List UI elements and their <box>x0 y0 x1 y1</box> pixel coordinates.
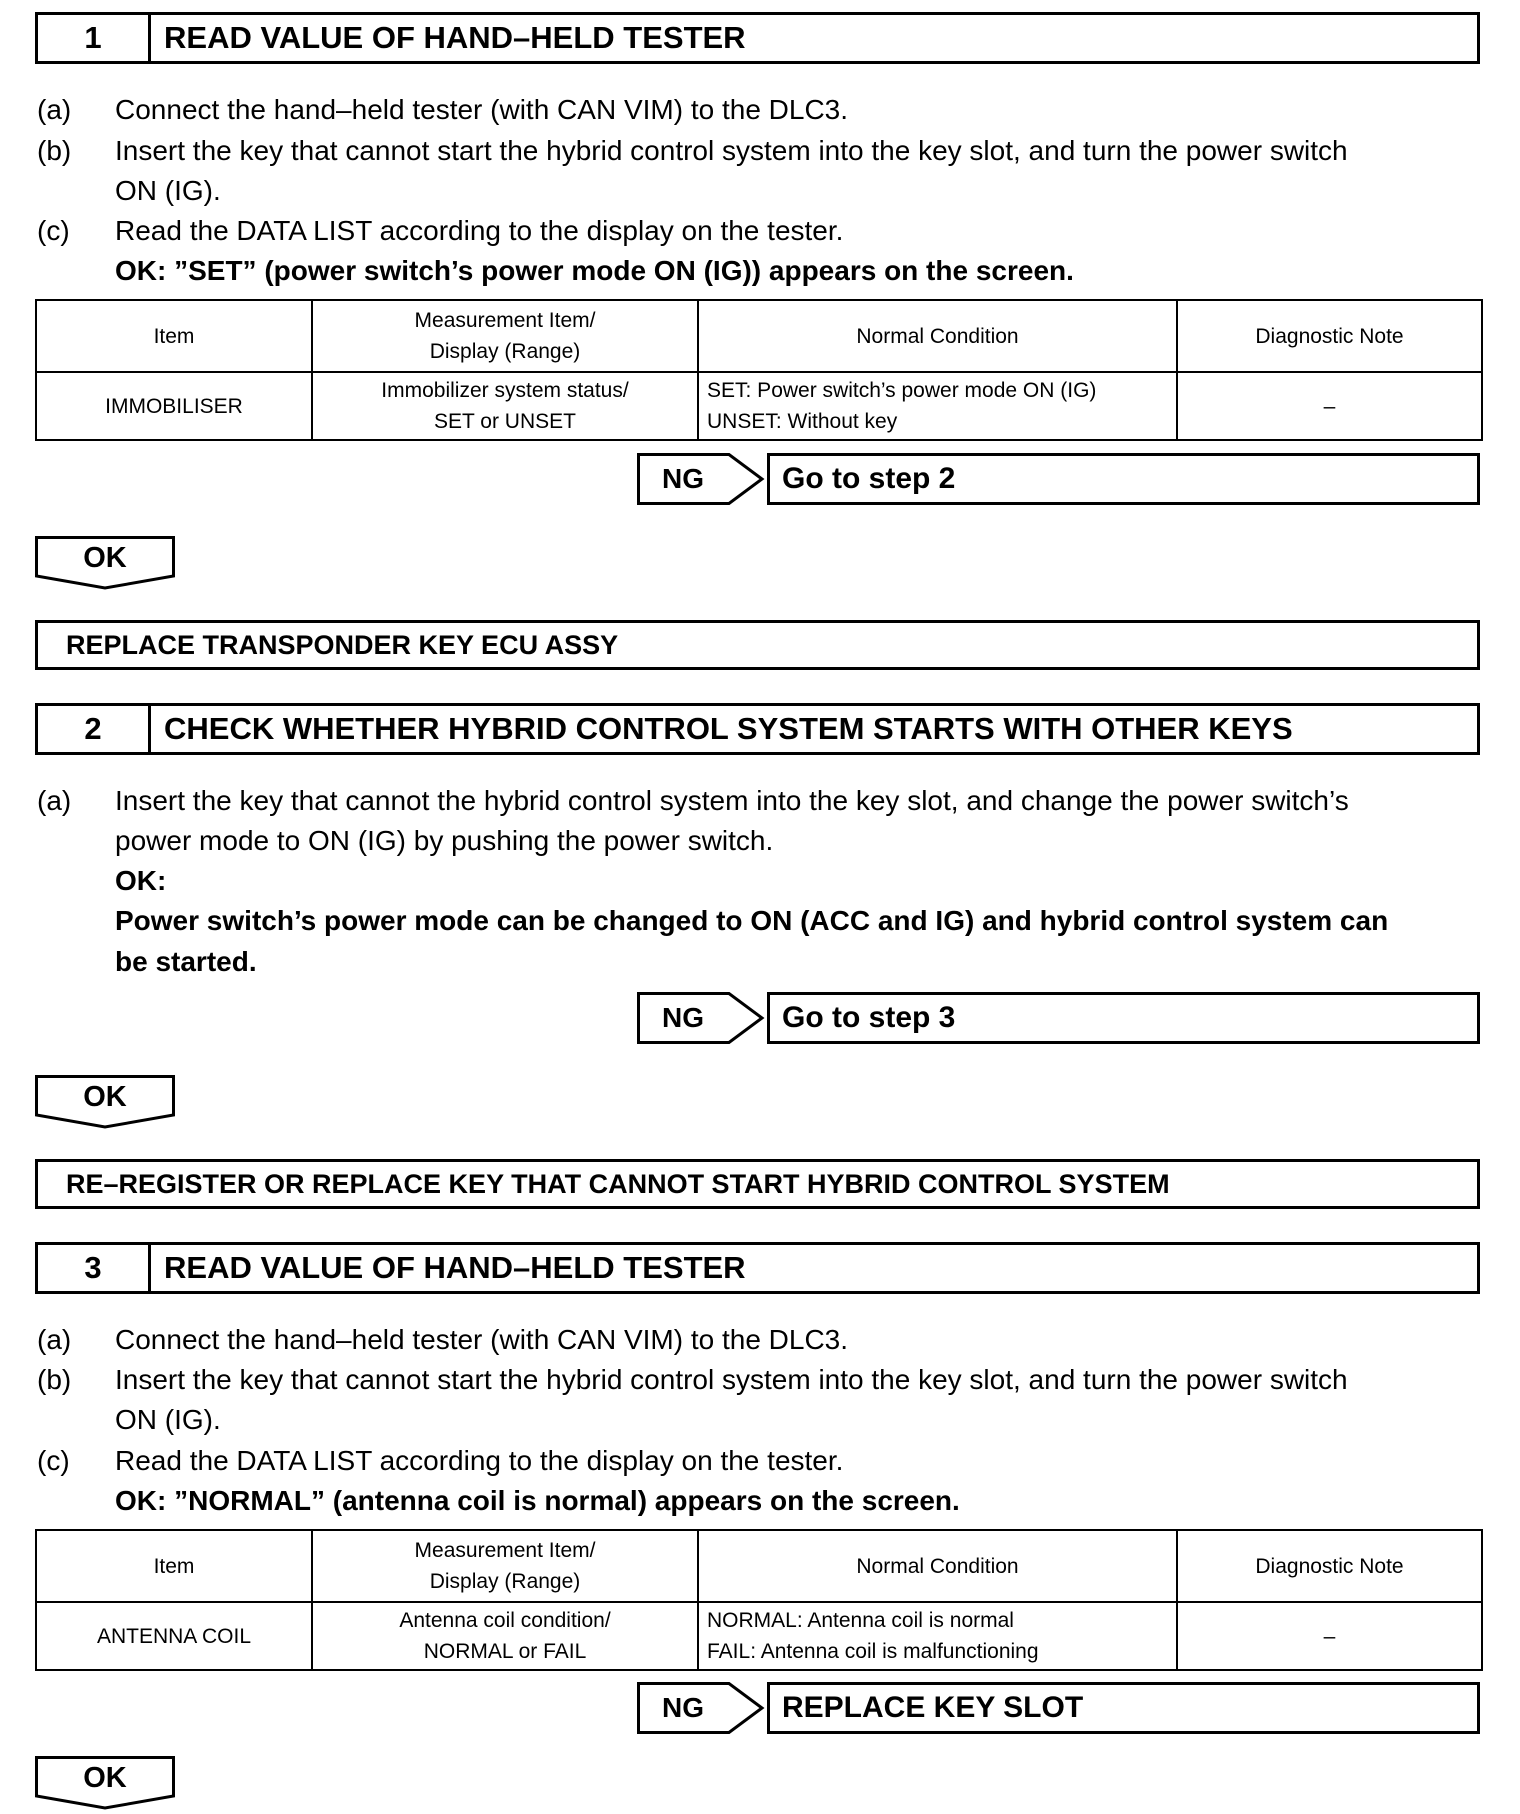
step-3-ng-branch <box>637 1682 1483 1734</box>
header-normal-condition: Normal Condition <box>698 1530 1177 1602</box>
cell-diagnostic-note: – <box>1177 372 1482 440</box>
step-3-instruction-b-label: (b) <box>37 1364 72 1395</box>
step-2-header <box>35 703 1480 755</box>
header-diagnostic-note: Diagnostic Note <box>1177 300 1482 372</box>
step-2-ok-condition-line1: Power switch’s power mode can be changed to ON (ACC and IG) and hybrid control system can <box>115 905 1389 936</box>
cell-normal-line2: UNSET: Without key <box>707 410 898 433</box>
cell-measurement <box>312 1602 698 1670</box>
cell-normal-line1: SET: Power switch’s power mode ON (IG) <box>707 379 1097 402</box>
header-measurement-line2: Display (Range) <box>429 1570 581 1593</box>
header-measurement-line2: Display (Range) <box>429 340 581 363</box>
step-2-number: 2 <box>38 706 151 752</box>
step-3-title: READ VALUE OF HAND–HELD TESTER <box>164 1250 746 1285</box>
step-2-instruction-a-label: (a) <box>37 785 72 816</box>
table-row <box>36 372 1482 440</box>
step-1-data-table <box>35 299 1483 441</box>
cell-item: ANTENNA COIL <box>36 1602 312 1670</box>
cell-item: IMMOBILISER <box>36 372 312 440</box>
step-2-instruction-a-text-cont: power mode to ON (IG) by pushing the power switch. <box>115 825 774 856</box>
cell-measurement-line2: NORMAL or FAIL <box>423 1640 587 1663</box>
step-1-instruction-b-text: Insert the key that cannot start the hybrid control system into the key slot, and turn the power switch <box>115 135 1348 166</box>
step-1-number: 1 <box>38 15 151 61</box>
header-measurement-line1: Measurement Item/ <box>414 309 596 332</box>
step-3-instruction-b-text: Insert the key that cannot start the hybrid control system into the key slot, and turn the power switch <box>115 1364 1348 1395</box>
step-3-instruction-c-label: (c) <box>37 1445 70 1476</box>
step-3-instruction-a-label: (a) <box>37 1324 72 1355</box>
ng-label: NG <box>662 463 704 494</box>
ok-label: OK <box>83 1761 127 1794</box>
step-3-instruction-a-text: Connect the hand–held tester (with CAN VIM) to the DLC3. <box>115 1324 849 1355</box>
ok-label: OK <box>83 1080 127 1113</box>
header-item: Item <box>36 1530 312 1602</box>
step-3-ok-condition: OK: ”NORMAL” (antenna coil is normal) appears on the screen. <box>115 1485 960 1516</box>
step-2-title: CHECK WHETHER HYBRID CONTROL SYSTEM STARTS WITH OTHER KEYS <box>164 711 1293 746</box>
step-1-instruction-b-label: (b) <box>37 135 72 166</box>
step-1-header <box>35 12 1480 64</box>
step-1-ok-condition: OK: ”SET” (power switch’s power mode ON (IG)) appears on the screen. <box>115 255 1074 286</box>
step-1-title: READ VALUE OF HAND–HELD TESTER <box>164 20 746 55</box>
cell-measurement <box>312 372 698 440</box>
step-3-instruction-b-text-cont: ON (IG). <box>115 1404 221 1435</box>
header-measurement <box>312 1530 698 1602</box>
header-diagnostic-note: Diagnostic Note <box>1177 1530 1482 1602</box>
cell-measurement-line1: Immobilizer system status/ <box>381 379 629 402</box>
cell-measurement-line1: Antenna coil condition/ <box>399 1609 611 1632</box>
step-2-result-action: RE–REGISTER OR REPLACE KEY THAT CANNOT START HYBRID CONTROL SYSTEM <box>35 1159 1480 1209</box>
step-3-header <box>35 1242 1480 1294</box>
step-2-ok-branch <box>35 1075 175 1129</box>
step-1-ng-branch <box>637 453 1483 505</box>
ng-action: Go to step 3 <box>767 992 1480 1044</box>
header-measurement-line1: Measurement Item/ <box>414 1539 596 1562</box>
step-1-result-action: REPLACE TRANSPONDER KEY ECU ASSY <box>35 620 1480 670</box>
step-1-instruction-c-label: (c) <box>37 215 70 246</box>
step-2-ok-heading: OK: <box>115 865 167 896</box>
step-2-ok-condition-line2: be started. <box>115 946 257 977</box>
step-1-instruction-a-text: Connect the hand–held tester (with CAN VIM) to the DLC3. <box>115 94 849 125</box>
ng-label: NG <box>662 1692 704 1723</box>
table-row <box>36 1602 1482 1670</box>
cell-normal-condition <box>698 372 1177 440</box>
step-2-instruction-a-text: Insert the key that cannot the hybrid control system into the key slot, and change the power switch’s <box>115 785 1349 816</box>
cell-diagnostic-note: – <box>1177 1602 1482 1670</box>
step-1-instruction-c-text: Read the DATA LIST according to the display on the tester. <box>115 215 844 246</box>
table-header-row <box>36 1530 1482 1602</box>
cell-normal-line1: NORMAL: Antenna coil is normal <box>707 1609 1014 1632</box>
step-3-instruction-c-text: Read the DATA LIST according to the display on the tester. <box>115 1445 844 1476</box>
step-3-ok-branch <box>35 1756 175 1810</box>
cell-measurement-line2: SET or UNSET <box>434 410 576 433</box>
cell-normal-line2: FAIL: Antenna coil is malfunctioning <box>707 1640 1039 1663</box>
step-2-ng-branch <box>637 992 1483 1044</box>
header-normal-condition: Normal Condition <box>698 300 1177 372</box>
ng-label: NG <box>662 1002 704 1033</box>
cell-normal-condition <box>698 1602 1177 1670</box>
step-1-instruction-a-label: (a) <box>37 94 72 125</box>
ok-label: OK <box>83 541 127 574</box>
step-3-data-table <box>35 1529 1483 1671</box>
step-1-ok-branch <box>35 536 175 590</box>
step-1-instruction-b-text-cont: ON (IG). <box>115 175 221 206</box>
step-3-number: 3 <box>38 1245 151 1291</box>
ng-action: REPLACE KEY SLOT <box>767 1682 1480 1734</box>
ng-action: Go to step 2 <box>767 453 1480 505</box>
header-item: Item <box>36 300 312 372</box>
table-header-row <box>36 300 1482 372</box>
header-measurement <box>312 300 698 372</box>
